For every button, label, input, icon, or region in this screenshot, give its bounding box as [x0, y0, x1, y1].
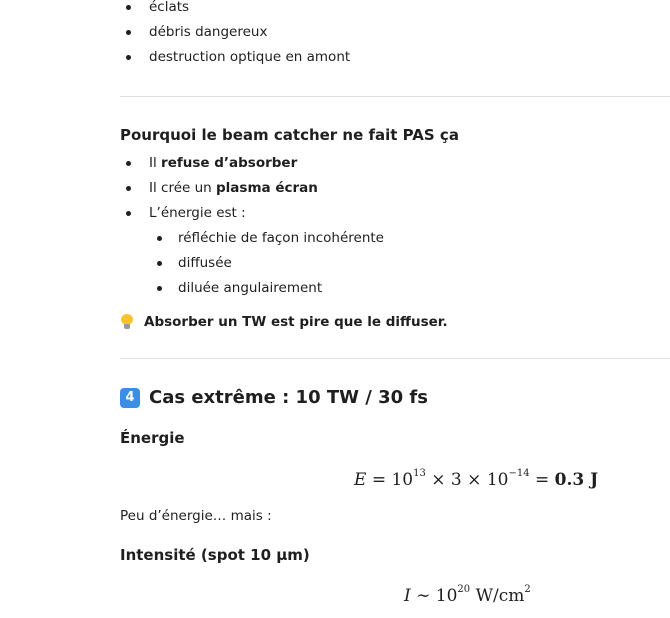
intensity-heading: Intensité (spot 10 µm) [120, 546, 310, 564]
list-item: diluée angulairement [149, 276, 384, 301]
intensity-equation: I ∼ $10^{20}$ $W/cm^2$ [404, 584, 531, 606]
list-item: Il refuse d’absorber [120, 151, 318, 176]
list-item: L’énergie est : [120, 201, 318, 226]
keycap-4-icon: 4 [120, 388, 140, 408]
consequences-list [120, 0, 350, 70]
section-title: 4 Cas extrême : 10 TW / 30 fs [120, 386, 428, 410]
list-item: débris dangereux [120, 20, 350, 45]
divider [120, 358, 670, 359]
energy-nested-list [149, 226, 384, 301]
section-heading: Pourquoi le beam catcher ne fait PAS ça [120, 126, 459, 144]
list-item: destruction optique en amont [120, 45, 350, 70]
energy-heading: Énergie [120, 429, 185, 447]
beam-catcher-list [120, 151, 318, 226]
energy-equation: $E = 10^{13} \times 3 \times 10^{-14} = 0.3$ J [354, 468, 599, 490]
divider [120, 96, 670, 97]
energy-note: Peu d’énergie… mais : [120, 508, 272, 524]
list-item: diffusée [149, 251, 384, 276]
lightbulb-icon [120, 314, 134, 330]
list-item: réfléchie de façon incohérente [149, 226, 384, 251]
list-item: Il crée un plasma écran [120, 176, 318, 201]
list-item: éclats [120, 0, 350, 20]
tip-callout: Absorber un TW est pire que le diffuser. [120, 312, 448, 332]
